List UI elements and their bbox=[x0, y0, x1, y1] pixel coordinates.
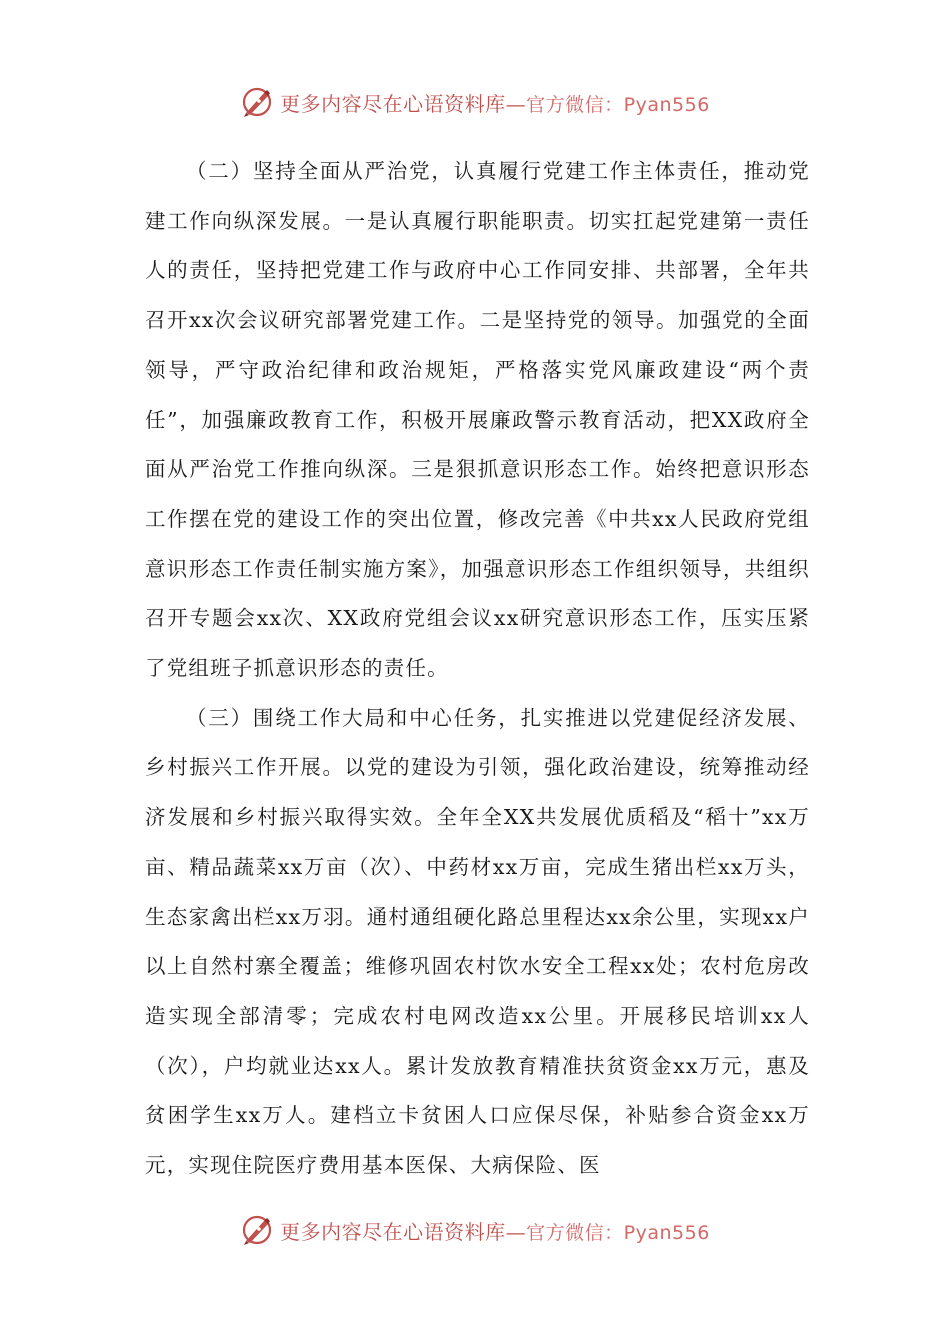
paragraph-section-3: （三）围绕工作大局和中心任务，扎实推进以党建促经济发展、乡村振兴工作开展。以党的建设为引领，强化政治建设，统筹推动经济发展和乡村振兴取得实效。全年全XX共发展优质稻及“稻十”xx万亩、精品蔬菜xx万亩（次）、中药材xx万亩，完成生猪出栏xx万头，生态家禽出栏xx万羽。通村通组硬化路总里程达xx余公里，实现xx户以上自然村寨全覆盖；维修巩固农村饮水安全工程xx处；农村危房改造实现全部清零；完成农村电网改造xx公里。开展移民培训xx人（次），户均就业达xx人。累计发放教育精准扶贫资金xx万元，惠及贫困学生xx万人。建档立卡贫困人口应保尽保，补贴参合资金xx万元，实现住院医疗费用基本医保、大病保险、医 bbox=[145, 705, 810, 1178]
paragraph-section-2: （二）坚持全面从严治党，认真履行党建工作主体责任，推动党建工作向纵深发展。一是认真履行职能职责。切实扛起党建第一责任人的责任，坚持把党建工作与政府中心工作同安排、共部署，全年共召开xx次会议研究部署党建工作。二是坚持党的领导。加强党的全面领导，严守政治纪律和政治规矩，严格落实党风廉政建设“两个责任”，加强廉政教育工作，积极开展廉政警示教育活动，把XX政府全面从严治党工作推向纵深。三是狠抓意识形态工作。始终把意识形态工作摆在党的建设工作的突出位置，修改完善《中共xx人民政府党组意识形态工作责任制实施方案》，加强意识形态工作组织领导，共组织召开专题会xx次、XX政府党组会议xx研究意识形态工作，压实压紧了党组班子抓意识形态的责任。 bbox=[145, 159, 810, 681]
pen-logo-icon bbox=[240, 1213, 274, 1247]
header-banner bbox=[0, 82, 950, 122]
wechat-id: 官方微信：Pyan556 bbox=[526, 1221, 710, 1244]
header-banner-text bbox=[280, 88, 710, 117]
footer-banner-text bbox=[280, 1216, 710, 1245]
banner-dash: — bbox=[505, 1219, 527, 1244]
document-body bbox=[145, 147, 810, 1191]
library-name: 更多内容尽在心语资料库 bbox=[280, 91, 506, 116]
footer-banner bbox=[0, 1210, 950, 1250]
banner-dash: — bbox=[505, 91, 527, 116]
library-name: 更多内容尽在心语资料库 bbox=[280, 1219, 506, 1244]
pen-logo-icon bbox=[240, 85, 274, 119]
wechat-id: 官方微信：Pyan556 bbox=[526, 93, 710, 116]
